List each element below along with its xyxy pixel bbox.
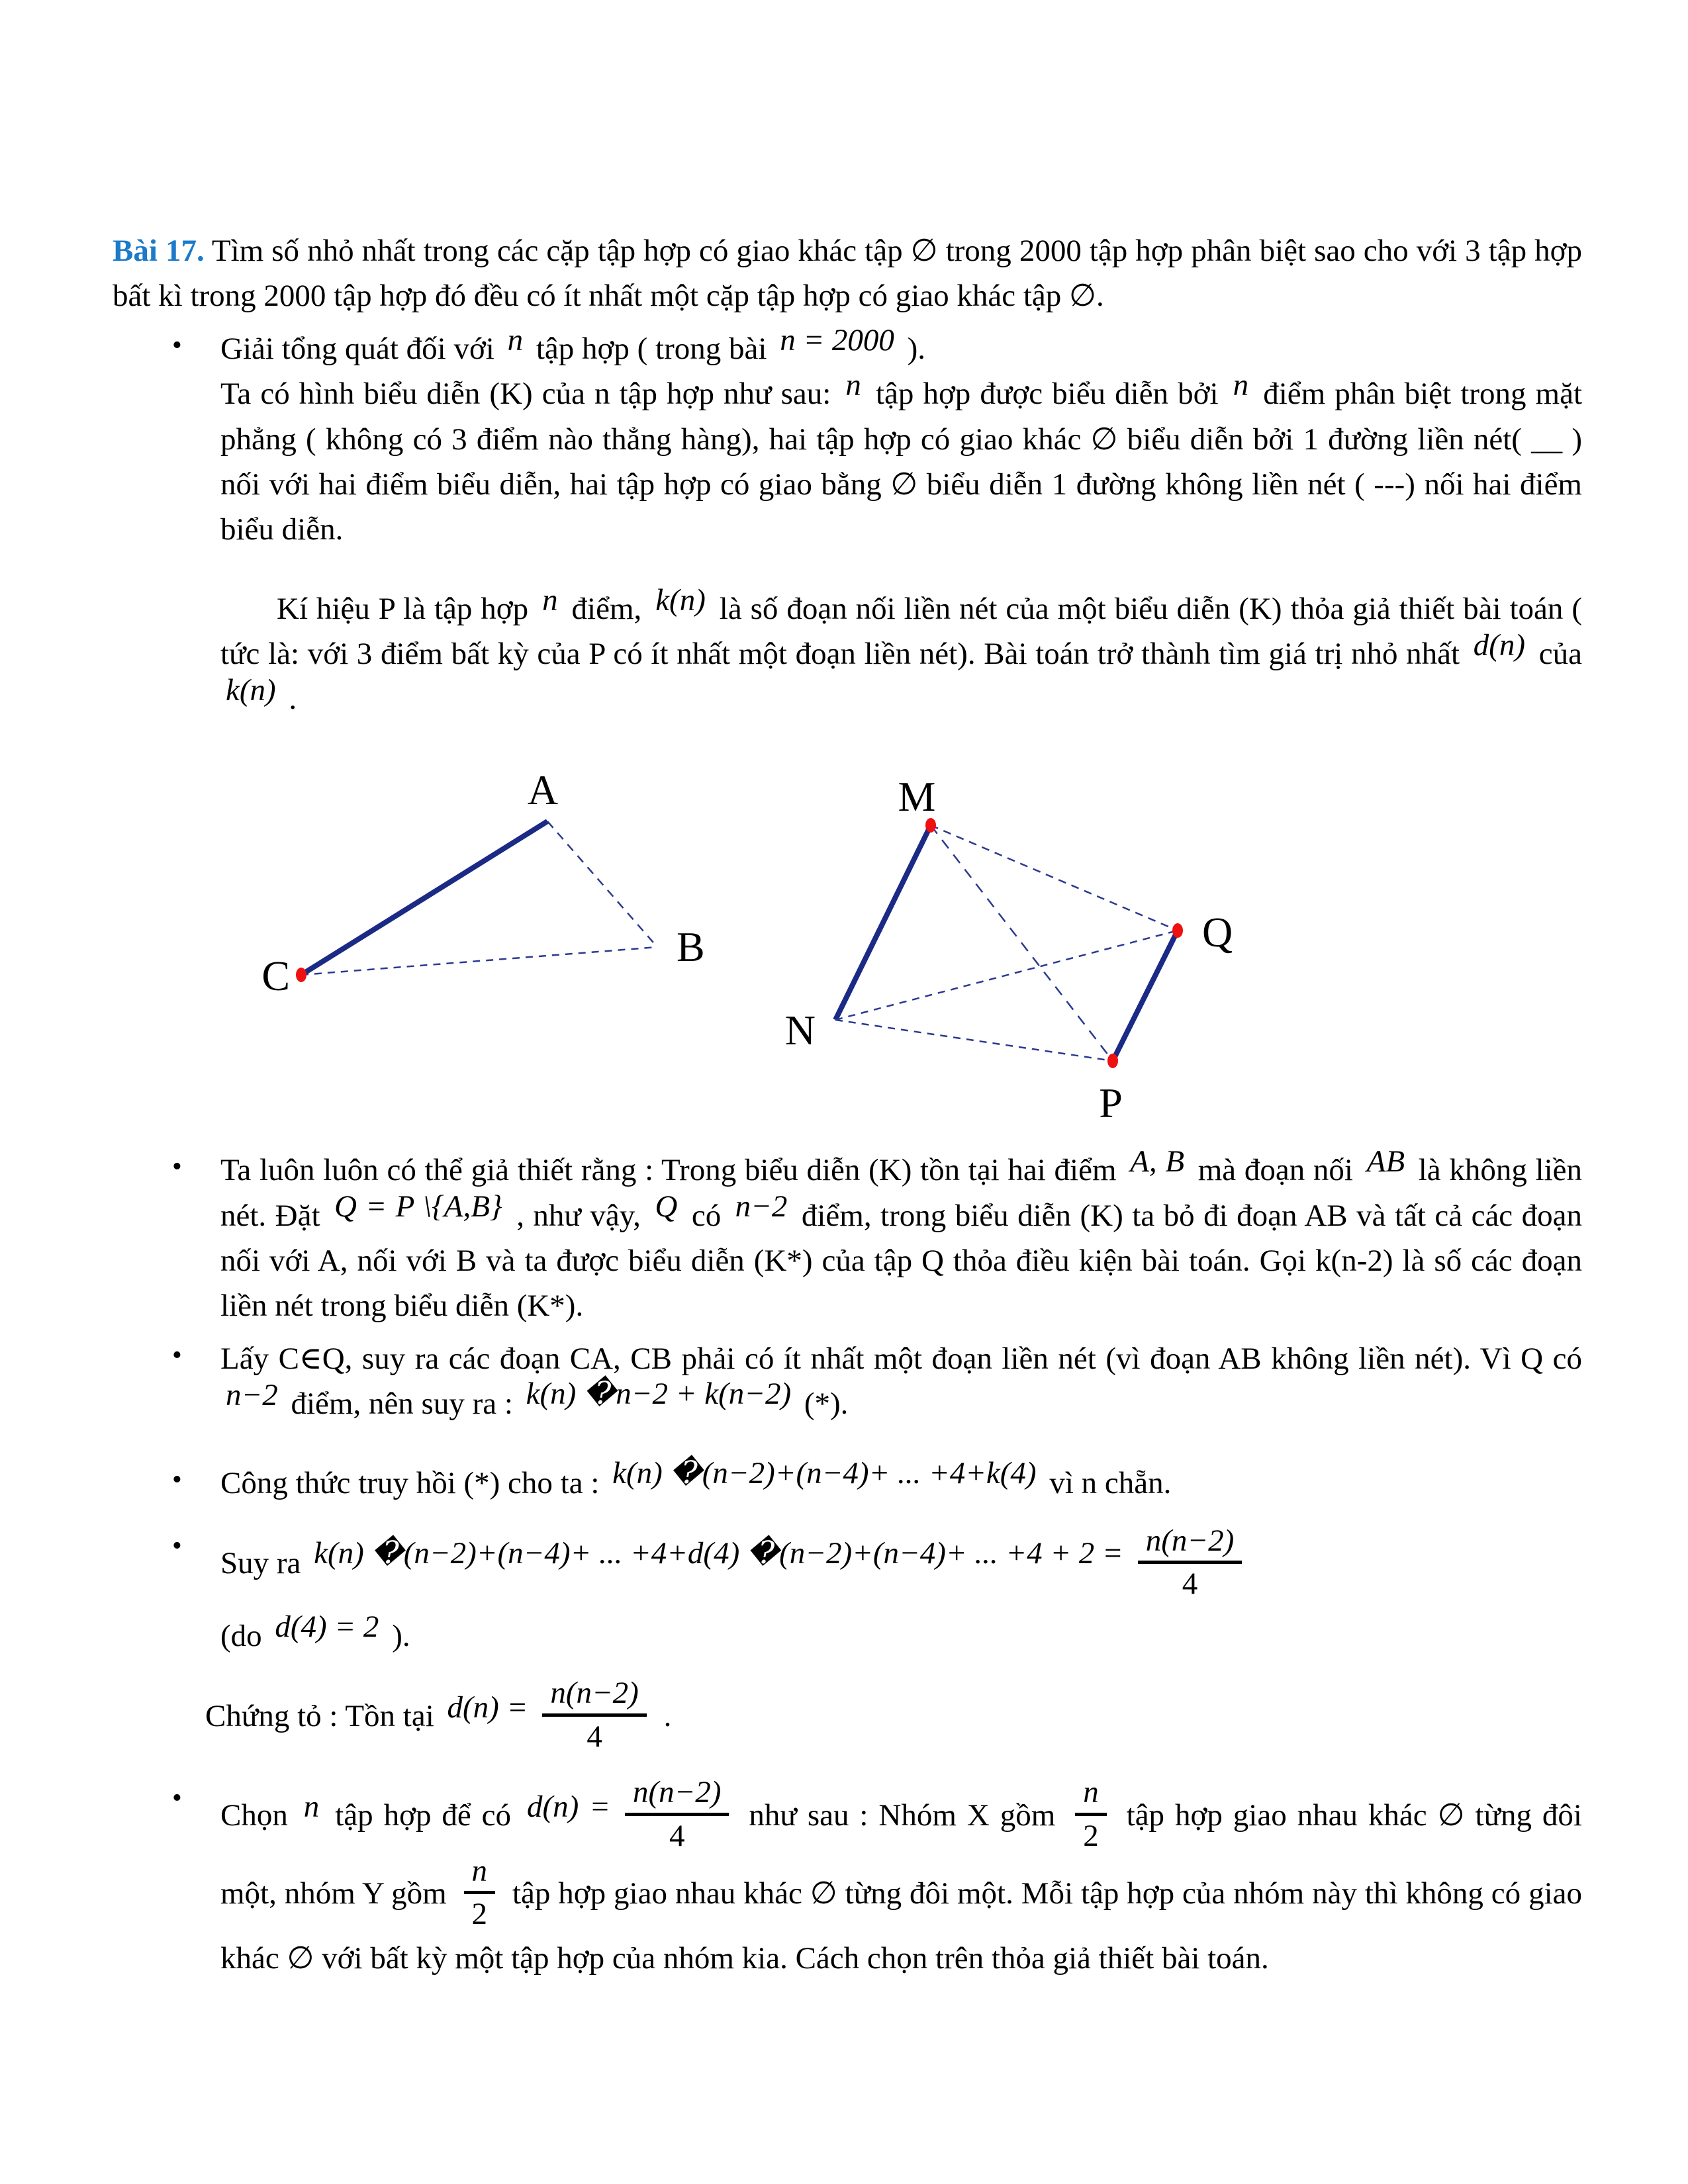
edge-cb-dashed — [301, 947, 657, 975]
text-run: Ta luôn luôn có thể giả thiết rằng : Trong biểu diễn (K) tồn tại hai điểm — [220, 1153, 1125, 1188]
text-run: tập hợp giao nhau khác ∅ từng đôi một. Mỗi tập hợp của nhóm này thì không có giao khác ∅ với bất kỳ một tập hợp của nhóm kia. Cách chọn trên thỏa giả thiết bài toán. — [220, 1876, 1582, 1976]
vertex-dot-q — [1172, 923, 1183, 938]
text-run: (*). — [796, 1387, 849, 1422]
vertex-dot-m — [925, 818, 936, 833]
fraction-denominator: 4 — [586, 1719, 602, 1754]
paragraph — [172, 1336, 1582, 1426]
bullet-marker: • — [172, 1530, 182, 1562]
text-run: Giải tổng quát đối với — [220, 332, 502, 367]
inline-math-display: k(n) �(n−2)+(n−4)+ ... +4+d(4) �(n−2)+(n−4)+ ... +4 + 2 = — [314, 1536, 1123, 1571]
edge-mn-solid — [835, 825, 931, 1020]
edge-ac-solid — [301, 821, 547, 975]
text-run: tập hợp được biểu diễn bởi — [866, 377, 1228, 412]
text-run: . — [281, 682, 297, 717]
paragraph — [172, 323, 1582, 371]
text-run: của — [1530, 637, 1582, 672]
inline-math: d(4) = 2 — [275, 1610, 379, 1645]
diagram-mnpq — [785, 773, 1233, 1126]
text-run: là số đoạn nối liền nét của một biểu diễn (K) thỏa giả thiết bài toán ( tức là: với 3 điểm bất kỳ của P có ít nhất một đoạn liền nét). Bài toán trở thành tìm giá trị nhỏ nhất — [220, 591, 1582, 672]
text-run: Công thức truy hồi (*) cho ta : — [220, 1466, 608, 1501]
fraction-numerator: n — [464, 1854, 496, 1895]
inline-math: n — [1233, 368, 1249, 403]
text-run: mà đoạn nối — [1190, 1153, 1362, 1188]
inline-math: n — [507, 323, 524, 358]
paragraph — [220, 582, 1582, 721]
edge-ab-dashed — [547, 821, 657, 947]
inline-math: Q — [655, 1189, 678, 1224]
text-run: vì n chẵn. — [1041, 1466, 1172, 1501]
bullet-marker: • — [172, 1151, 182, 1183]
vertex-label-a: A — [527, 766, 559, 814]
document-body-bottom — [113, 1144, 1582, 1980]
fraction — [1075, 1775, 1107, 1853]
edge-mp-dashed — [931, 825, 1113, 1061]
inline-math: A, B — [1130, 1144, 1185, 1179]
text-run: , như vậy, — [507, 1198, 650, 1233]
text-run: tập hợp ( trong bài — [528, 332, 775, 367]
paragraph — [220, 368, 1583, 552]
inline-math-display: k(n) �(n−2)+(n−4)+ ... +4+k(4) — [612, 1456, 1037, 1491]
text-run: Kí hiệu P là tập hợp — [277, 591, 538, 626]
problem-number: Bài 17. — [113, 234, 205, 268]
bullet-marker: • — [172, 1782, 182, 1814]
paragraph — [172, 1144, 1582, 1328]
document-body-top — [113, 228, 1582, 721]
inline-math: d(n) = — [526, 1789, 610, 1824]
text-run: . — [655, 1698, 672, 1733]
fraction-denominator: 2 — [471, 1897, 488, 1932]
text-run: tập hợp giao nhau khác ∅ từng đôi một, nhóm Y gồm — [220, 1797, 1582, 1911]
paragraph — [172, 1523, 1582, 1605]
fraction-numerator: n(n−2) — [542, 1676, 647, 1717]
vertex-label-q: Q — [1202, 909, 1233, 956]
inline-math: d(n) — [1473, 627, 1526, 662]
text-run: Ta có hình biểu diễn (K) của n tập hợp như sau: — [220, 377, 841, 412]
vertex-label-n: N — [784, 1007, 816, 1054]
inline-math: n — [542, 582, 558, 617]
inline-math: Q = P \{A,B} — [334, 1189, 502, 1224]
text-run: điểm, — [563, 591, 651, 626]
fraction — [542, 1676, 647, 1754]
inline-math: n — [845, 368, 861, 403]
paragraph — [172, 1456, 1582, 1506]
inline-math: n−2 — [226, 1377, 278, 1412]
vertex-label-m: M — [898, 773, 936, 821]
vertex-label-p: P — [1099, 1079, 1123, 1127]
fraction — [1138, 1524, 1243, 1602]
text-run: (do — [220, 1618, 270, 1653]
fraction-numerator: n(n−2) — [625, 1775, 729, 1816]
set-diagrams-svg — [199, 748, 1324, 1138]
bullet-marker: • — [172, 1464, 182, 1496]
paragraph — [205, 1676, 1582, 1758]
text-run: Chọn — [220, 1797, 299, 1833]
edge-qp-solid — [1113, 931, 1178, 1061]
fraction-denominator: 4 — [669, 1819, 685, 1854]
vertex-dot-c — [296, 968, 306, 982]
text-run: có — [682, 1198, 730, 1233]
text-run: điểm phân biệt trong mặt phẳng ( không có 3 điểm nào thẳng hàng), hai tập hợp có giao khác ∅ biểu diễn bởi 1 đường liền nét( __ ) nối với hai điểm biểu diễn, hai tập hợp có giao bằng ∅ biểu diễn 1 đường không liền nét ( ---) nối hai điểm biểu diễn. — [220, 377, 1583, 547]
inline-math: k(n) — [655, 582, 706, 617]
paragraph — [220, 1610, 1582, 1659]
vertex-label-b: B — [677, 923, 705, 971]
inline-math: k(n) — [226, 673, 276, 708]
fraction — [625, 1775, 729, 1853]
set-diagrams-figure — [199, 748, 1324, 1138]
inline-math: n−2 — [735, 1189, 788, 1224]
fraction-numerator: n — [1075, 1775, 1107, 1816]
edge-mq-dashed — [931, 825, 1178, 931]
text-run: tập hợp để có — [324, 1797, 522, 1833]
diagram-abc — [261, 766, 704, 999]
bullet-marker: • — [172, 330, 182, 361]
edge-nq-dashed — [835, 931, 1178, 1020]
inline-math: n = 2000 — [780, 323, 894, 358]
inline-math: AB — [1366, 1144, 1405, 1179]
inline-math-display: k(n) �n−2 + k(n−2) — [526, 1377, 792, 1412]
paragraph — [172, 1775, 1582, 1981]
fraction-numerator: n(n−2) — [1138, 1524, 1243, 1565]
vertex-dot-p — [1107, 1054, 1118, 1068]
vertex-label-c: C — [261, 952, 290, 1000]
edge-np-dashed — [835, 1020, 1113, 1061]
text-run: Lấy C∈Q, suy ra các đoạn CA, CB phải có ít nhất một đoạn liền nét (vì đoạn AB không liền nét). Vì Q có — [220, 1341, 1582, 1376]
inline-math: d(n) = — [447, 1690, 528, 1725]
text-run: ). — [899, 332, 926, 367]
text-run: là không liền nét. Đặt — [220, 1153, 1582, 1233]
text-run: Tìm số nhỏ nhất trong các cặp tập hợp có giao khác tập ∅ trong 2000 tập hợp phân biệt sao cho với 3 tập hợp bất kì trong 2000 tập hợp đó đều có ít nhất một cặp tập hợp có giao khác tập ∅. — [113, 234, 1582, 314]
inline-math: n — [303, 1789, 320, 1824]
paragraph — [113, 228, 1582, 318]
text-run: Chứng tỏ : Tồn tại — [205, 1698, 442, 1733]
text-run: điểm, trong biểu diễn (K) ta bỏ đi đoạn AB và tất cả các đoạn nối với A, nối với B và ta được biểu diễn (K*) của tập Q thỏa điều kiện bài toán. Gọi k(n-2) là số các đoạn liền nét trong biểu diễn (K*). — [220, 1198, 1582, 1323]
bullet-marker: • — [172, 1339, 182, 1371]
fraction-denominator: 2 — [1083, 1819, 1099, 1854]
fraction-denominator: 4 — [1182, 1567, 1198, 1602]
text-run: như sau : Nhóm X gồm — [738, 1797, 1066, 1833]
fraction — [464, 1854, 496, 1932]
text-run: điểm, nên suy ra : — [283, 1387, 521, 1422]
text-run: ). — [384, 1618, 410, 1653]
text-run: Suy ra — [220, 1546, 309, 1581]
